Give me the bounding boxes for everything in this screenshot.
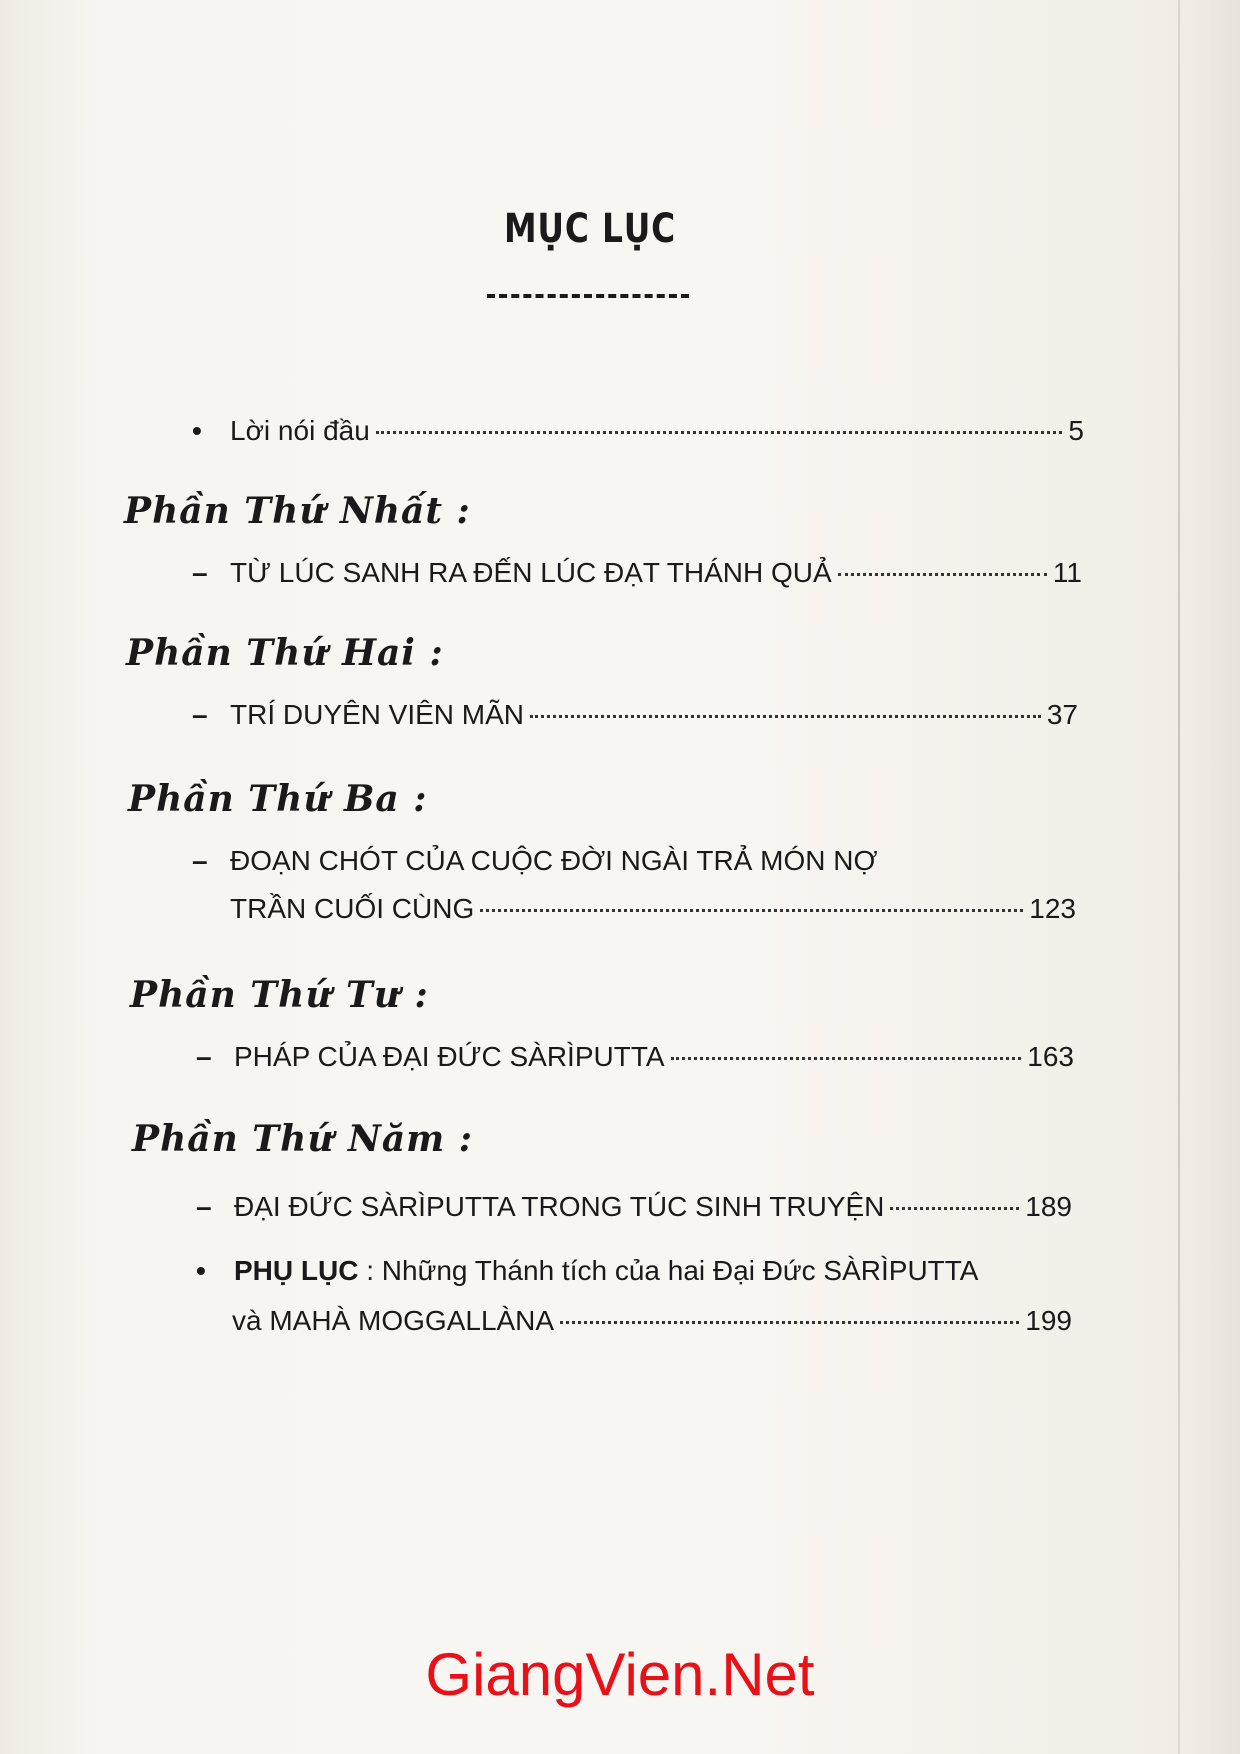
appendix-subtitle: : Những Thánh tích của hai Đại Đức SÀRÌPUTTA [358, 1255, 979, 1286]
toc-entry-label: TRÍ DUYÊN VIÊN MÃN [230, 699, 525, 730]
toc-entry-part-1 [192, 556, 1082, 590]
page-title: MỤC LỤC [503, 206, 677, 252]
toc-entry-label: ĐẠI ĐỨC SÀRÌPUTTA TRONG TÚC SINH TRUYỆN [234, 1191, 885, 1222]
dot-leader [838, 573, 1047, 576]
dot-leader [530, 715, 1041, 718]
dot-leader [376, 431, 1063, 434]
part-heading-5: Phần Thứ Năm : [132, 1118, 474, 1160]
part-heading-1: Phần Thứ Nhất : [124, 490, 471, 532]
toc-entry-label-line-1: ĐOẠN CHÓT CỦA CUỘC ĐỜI NGÀI TRẢ MÓN NỢ [230, 845, 878, 876]
toc-page-number: 199 [1025, 1305, 1072, 1336]
toc-entry-label-line-2: TRẦN CUỐI CÙNG [230, 893, 475, 924]
toc-entry-label: Lời nói đầu [230, 415, 370, 446]
part-heading-2: Phần Thứ Hai : [126, 632, 444, 674]
part-heading-4: Phần Thứ Tư : [130, 974, 429, 1016]
toc-page-number: 163 [1027, 1041, 1074, 1072]
toc-entry-appendix [196, 1254, 1076, 1288]
toc-entry-label: PHÁP CỦA ĐẠI ĐỨC SÀRÌPUTTA [234, 1041, 665, 1072]
dot-leader [480, 909, 1023, 912]
watermark-text: GiangVien.Net [425, 1641, 815, 1708]
toc-entry-intro [192, 414, 1084, 448]
toc-page-number: 37 [1046, 699, 1078, 730]
dash-marker: – [196, 1191, 212, 1222]
toc-entry-part-5 [196, 1190, 1072, 1224]
toc-entry-label: TỪ LÚC SANH RA ĐẾN LÚC ĐẠT THÁNH QUẢ [230, 557, 832, 588]
toc-entry-label-line-2: và MAHÀ MOGGALLÀNA [232, 1305, 555, 1336]
appendix-title: PHỤ LỤC [234, 1255, 359, 1286]
toc-entry-label-line-1 [234, 1254, 979, 1288]
toc-entry-part-3 [192, 844, 1082, 878]
page-edge [1178, 0, 1180, 1754]
toc-entry-part-2 [192, 698, 1078, 732]
bullet-icon: • [196, 1255, 206, 1286]
toc-entry-part-3-continued [230, 892, 1076, 926]
toc-page-number: 123 [1029, 893, 1076, 924]
toc-entry-appendix-continued [232, 1304, 1072, 1338]
toc-page-number: 189 [1025, 1191, 1072, 1222]
title-divider [487, 294, 689, 298]
dash-marker: – [192, 557, 208, 588]
toc-page-number: 5 [1068, 415, 1084, 446]
dot-leader [890, 1207, 1019, 1210]
part-heading-3: Phần Thứ Ba : [128, 778, 428, 820]
toc-page-number: 11 [1052, 557, 1082, 588]
dash-marker: – [196, 1041, 212, 1072]
bullet-icon: • [192, 415, 202, 446]
toc-entry-part-4 [196, 1040, 1074, 1074]
dot-leader [671, 1057, 1022, 1060]
dash-marker: – [192, 699, 208, 730]
dash-marker: – [192, 845, 208, 876]
dot-leader [560, 1321, 1019, 1324]
